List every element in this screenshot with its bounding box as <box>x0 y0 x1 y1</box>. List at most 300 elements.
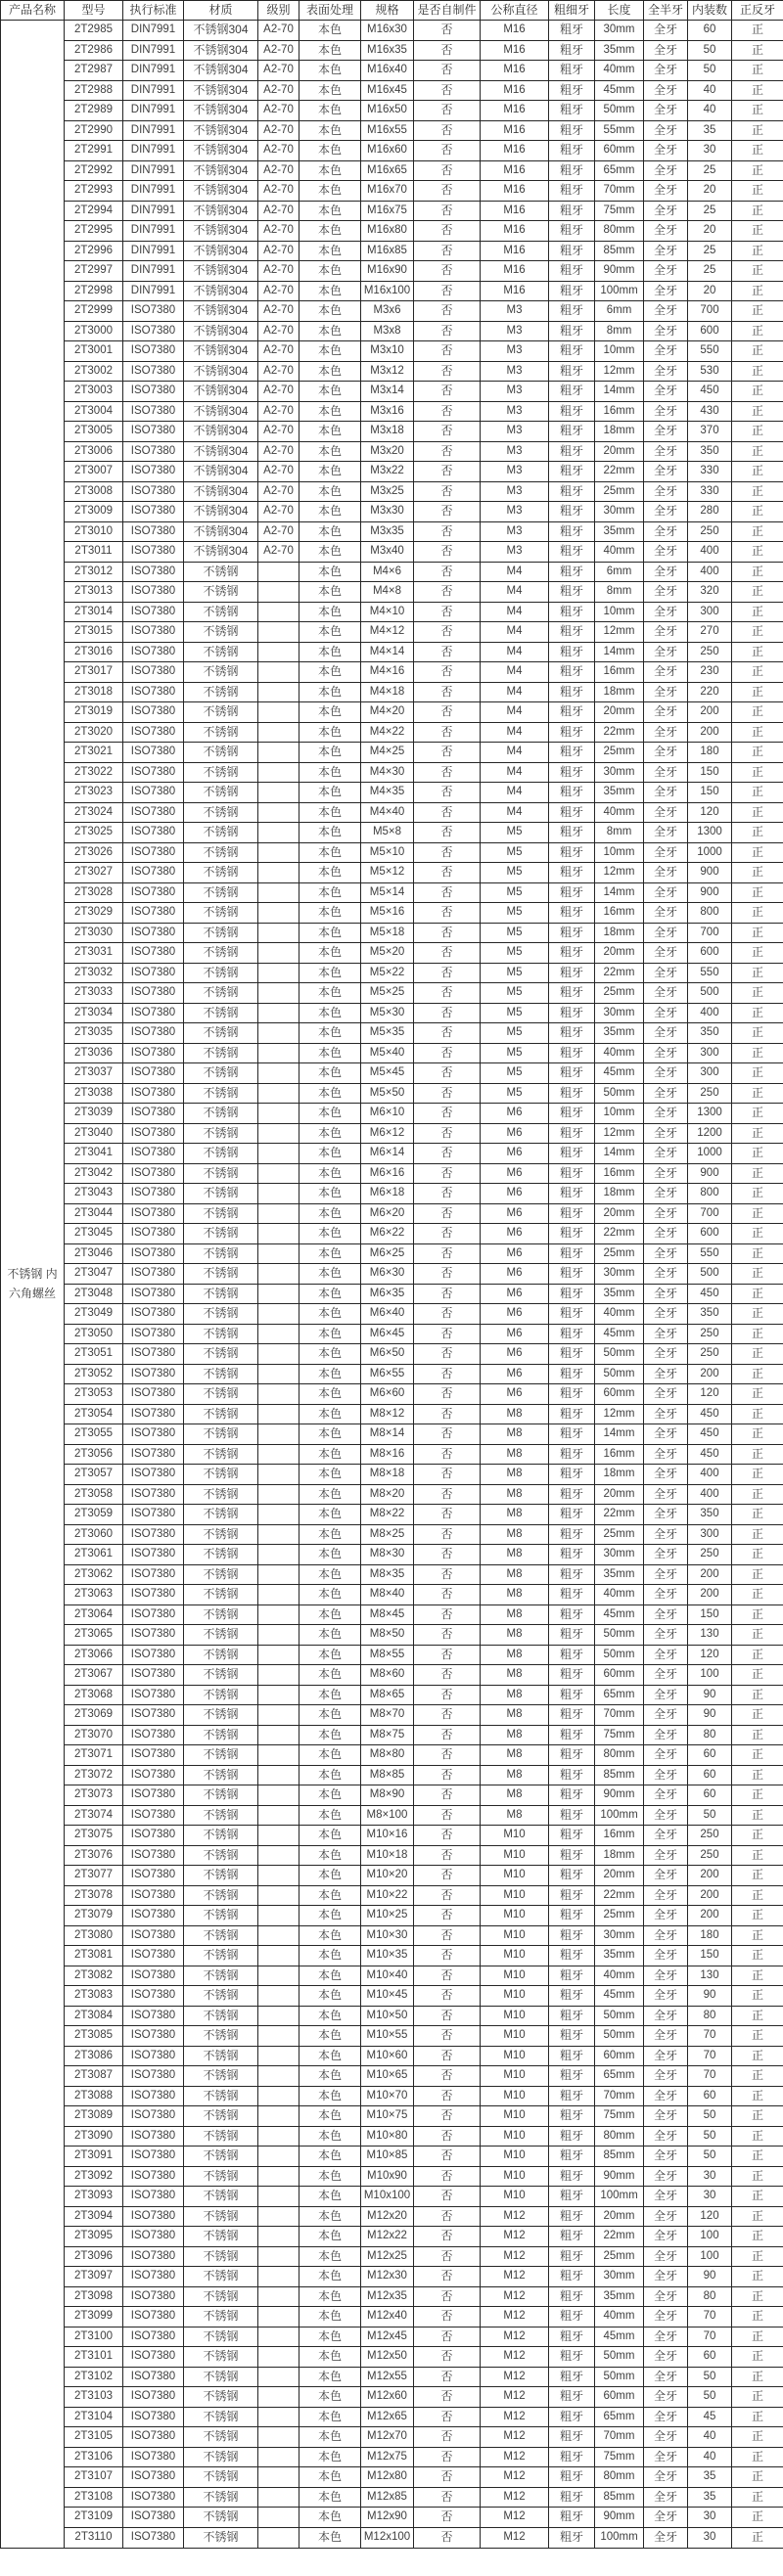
cell-length: 45mm <box>595 2327 644 2347</box>
cell-spec: M4×10 <box>361 602 414 622</box>
cell-thread-pitch: 粗牙 <box>549 2387 595 2408</box>
cell-surface: 本色 <box>299 1364 361 1384</box>
cell-length: 35mm <box>595 783 644 803</box>
table-row <box>1 582 783 603</box>
cell-model: 2T3031 <box>65 943 123 964</box>
cell-material: 不锈钢304 <box>184 181 258 202</box>
cell-material: 不锈钢 <box>184 1866 258 1886</box>
cell-diameter: M6 <box>481 1163 549 1184</box>
cell-surface: 本色 <box>299 1906 361 1926</box>
cell-diameter: M10 <box>481 1906 549 1926</box>
cell-direction: 正 <box>732 642 783 662</box>
cell-pack-qty: 250 <box>688 1545 732 1565</box>
cell-material: 不锈钢 <box>184 1966 258 1986</box>
cell-full-half-thread: 全牙 <box>644 1023 688 1044</box>
cell-pack-qty: 350 <box>688 1023 732 1044</box>
cell-self-made: 否 <box>414 21 481 41</box>
cell-grade <box>258 2246 299 2267</box>
cell-direction: 正 <box>732 481 783 502</box>
cell-self-made: 否 <box>414 1224 481 1244</box>
cell-surface: 本色 <box>299 2487 361 2508</box>
cell-model: 2T2992 <box>65 160 123 181</box>
cell-length: 90mm <box>595 2166 644 2187</box>
cell-self-made: 否 <box>414 181 481 202</box>
table-row <box>1 2227 783 2247</box>
cell-spec: M6×25 <box>361 1243 414 1264</box>
cell-pack-qty: 30 <box>688 2508 732 2528</box>
table-row <box>1 1424 783 1445</box>
cell-length: 16mm <box>595 1444 644 1465</box>
cell-length: 45mm <box>595 1986 644 2007</box>
cell-diameter: M12 <box>481 2347 549 2368</box>
cell-material: 不锈钢304 <box>184 361 258 382</box>
cell-surface: 本色 <box>299 481 361 502</box>
cell-model: 2T3022 <box>65 762 123 783</box>
cell-standard: ISO7380 <box>123 301 184 322</box>
cell-model: 2T3062 <box>65 1564 123 1585</box>
cell-material: 不锈钢 <box>184 1123 258 1144</box>
cell-diameter: M12 <box>481 2427 549 2448</box>
cell-grade <box>258 2527 299 2549</box>
cell-diameter: M3 <box>481 441 549 462</box>
cell-spec: M10×35 <box>361 1946 414 1966</box>
cell-pack-qty: 90 <box>688 2267 732 2287</box>
cell-direction: 正 <box>732 40 783 61</box>
cell-pack-qty: 90 <box>688 1705 732 1726</box>
cell-length: 50mm <box>595 2367 644 2387</box>
cell-full-half-thread: 全牙 <box>644 682 688 702</box>
table-row <box>1 2467 783 2488</box>
cell-diameter: M8 <box>481 1745 549 1766</box>
cell-spec: M6×22 <box>361 1224 414 1244</box>
cell-standard: ISO7380 <box>123 1424 184 1445</box>
cell-surface: 本色 <box>299 422 361 442</box>
cell-material: 不锈钢 <box>184 1645 258 1665</box>
cell-material: 不锈钢 <box>184 1083 258 1104</box>
cell-model: 2T3048 <box>65 1284 123 1304</box>
cell-thread-pitch: 粗牙 <box>549 1484 595 1505</box>
cell-material: 不锈钢 <box>184 2387 258 2408</box>
cell-pack-qty: 200 <box>688 722 732 743</box>
cell-standard: ISO7380 <box>123 1043 184 1063</box>
cell-length: 22mm <box>595 722 644 743</box>
cell-self-made: 否 <box>414 842 481 863</box>
cell-length: 20mm <box>595 943 644 964</box>
cell-length: 18mm <box>595 1465 644 1485</box>
cell-spec: M16x80 <box>361 221 414 242</box>
cell-direction: 正 <box>732 662 783 683</box>
cell-model: 2T3045 <box>65 1224 123 1244</box>
cell-model: 2T3001 <box>65 341 123 362</box>
cell-spec: M4×30 <box>361 762 414 783</box>
cell-diameter: M12 <box>481 2267 549 2287</box>
cell-pack-qty: 200 <box>688 1906 732 1926</box>
cell-grade: A2-70 <box>258 422 299 442</box>
table-row <box>1 2187 783 2207</box>
cell-diameter: M5 <box>481 983 549 1004</box>
cell-length: 6mm <box>595 301 644 322</box>
cell-direction: 正 <box>732 682 783 702</box>
cell-self-made: 否 <box>414 1966 481 1986</box>
cell-material: 不锈钢 <box>184 1163 258 1184</box>
table-row <box>1 1645 783 1665</box>
cell-length: 25mm <box>595 481 644 502</box>
cell-surface: 本色 <box>299 642 361 662</box>
cell-standard: ISO7380 <box>123 1585 184 1605</box>
cell-diameter: M16 <box>481 120 549 141</box>
table-row <box>1 1966 783 1986</box>
cell-spec: M16x40 <box>361 61 414 81</box>
cell-model: 2T3067 <box>65 1665 123 1686</box>
cell-full-half-thread: 全牙 <box>644 101 688 121</box>
cell-standard: ISO7380 <box>123 1284 184 1304</box>
cell-thread-pitch: 粗牙 <box>549 1404 595 1424</box>
cell-thread-pitch: 粗牙 <box>549 702 595 723</box>
cell-material: 不锈钢 <box>184 602 258 622</box>
cell-surface: 本色 <box>299 1966 361 1986</box>
cell-diameter: M10 <box>481 2147 549 2167</box>
cell-diameter: M16 <box>481 40 549 61</box>
cell-full-half-thread: 全牙 <box>644 462 688 482</box>
cell-self-made: 否 <box>414 602 481 622</box>
cell-self-made: 否 <box>414 1826 481 1846</box>
cell-model: 2T3036 <box>65 1043 123 1063</box>
cell-self-made: 否 <box>414 2147 481 2167</box>
cell-standard: ISO7380 <box>123 1645 184 1665</box>
cell-full-half-thread: 全牙 <box>644 40 688 61</box>
cell-material: 不锈钢 <box>184 722 258 743</box>
cell-surface: 本色 <box>299 802 361 823</box>
cell-model: 2T3056 <box>65 1444 123 1465</box>
cell-spec: M16x70 <box>361 181 414 202</box>
cell-material: 不锈钢 <box>184 2327 258 2347</box>
table-row <box>1 1866 783 1886</box>
cell-self-made: 否 <box>414 2267 481 2287</box>
cell-direction: 正 <box>732 1745 783 1766</box>
cell-spec: M5×35 <box>361 1023 414 1044</box>
cell-pack-qty: 600 <box>688 1224 732 1244</box>
table-row <box>1 462 783 482</box>
cell-spec: M5×8 <box>361 823 414 843</box>
cell-standard: ISO7380 <box>123 441 184 462</box>
cell-pack-qty: 100 <box>688 2246 732 2267</box>
cell-standard: ISO7380 <box>123 1384 184 1405</box>
cell-self-made: 否 <box>414 963 481 983</box>
cell-model: 2T3058 <box>65 1484 123 1505</box>
cell-direction: 正 <box>732 1203 783 1224</box>
cell-surface: 本色 <box>299 40 361 61</box>
cell-full-half-thread: 全牙 <box>644 1805 688 1826</box>
cell-spec: M8×45 <box>361 1604 414 1625</box>
cell-spec: M10×70 <box>361 2086 414 2106</box>
cell-direction: 正 <box>732 1444 783 1465</box>
cell-standard: ISO7380 <box>123 2206 184 2227</box>
cell-grade <box>258 1003 299 1023</box>
cell-spec: M8×12 <box>361 1404 414 1424</box>
cell-self-made: 否 <box>414 2206 481 2227</box>
cell-pack-qty: 25 <box>688 201 732 221</box>
cell-diameter: M6 <box>481 1384 549 1405</box>
cell-model: 2T2995 <box>65 221 123 242</box>
cell-length: 12mm <box>595 622 644 643</box>
cell-full-half-thread: 全牙 <box>644 481 688 502</box>
cell-spec: M10×30 <box>361 1925 414 1946</box>
cell-full-half-thread: 全牙 <box>644 1585 688 1605</box>
cell-length: 18mm <box>595 1184 644 1204</box>
cell-self-made: 否 <box>414 1925 481 1946</box>
cell-grade <box>258 2347 299 2368</box>
cell-spec: M3x35 <box>361 521 414 542</box>
cell-self-made: 否 <box>414 1364 481 1384</box>
cell-direction: 正 <box>732 2407 783 2427</box>
cell-full-half-thread: 全牙 <box>644 321 688 341</box>
cell-pack-qty: 450 <box>688 1404 732 1424</box>
table-row <box>1 2527 783 2549</box>
cell-spec: M12x45 <box>361 2327 414 2347</box>
cell-length: 75mm <box>595 2106 644 2127</box>
cell-thread-pitch: 粗牙 <box>549 1966 595 1986</box>
cell-diameter: M5 <box>481 863 549 883</box>
cell-standard: ISO7380 <box>123 1404 184 1424</box>
cell-standard: ISO7380 <box>123 2427 184 2448</box>
cell-diameter: M6 <box>481 1224 549 1244</box>
cell-grade <box>258 1826 299 1846</box>
cell-grade <box>258 2126 299 2147</box>
cell-diameter: M3 <box>481 462 549 482</box>
cell-full-half-thread: 全牙 <box>644 2086 688 2106</box>
cell-direction: 正 <box>732 1424 783 1445</box>
cell-diameter: M8 <box>481 1404 549 1424</box>
cell-full-half-thread: 全牙 <box>644 1725 688 1745</box>
cell-self-made: 否 <box>414 622 481 643</box>
cell-pack-qty: 200 <box>688 1364 732 1384</box>
cell-self-made: 否 <box>414 101 481 121</box>
cell-grade <box>258 1885 299 1906</box>
cell-thread-pitch: 粗牙 <box>549 1505 595 1525</box>
cell-standard: ISO7380 <box>123 702 184 723</box>
table-row <box>1 301 783 322</box>
cell-direction: 正 <box>732 842 783 863</box>
cell-material: 不锈钢 <box>184 2447 258 2467</box>
cell-diameter: M4 <box>481 642 549 662</box>
cell-length: 50mm <box>595 1364 644 1384</box>
cell-standard: DIN7991 <box>123 61 184 81</box>
cell-thread-pitch: 粗牙 <box>549 1826 595 1846</box>
cell-grade <box>258 1144 299 1164</box>
table-row <box>1 481 783 502</box>
table-row <box>1 1685 783 1705</box>
cell-spec: M4×16 <box>361 662 414 683</box>
cell-standard: ISO7380 <box>123 1264 184 1285</box>
cell-surface: 本色 <box>299 1745 361 1766</box>
cell-thread-pitch: 粗牙 <box>549 1705 595 1726</box>
table-row <box>1 321 783 341</box>
cell-material: 不锈钢 <box>184 1545 258 1565</box>
cell-pack-qty: 300 <box>688 1063 732 1084</box>
cell-material: 不锈钢304 <box>184 241 258 261</box>
cell-self-made: 否 <box>414 823 481 843</box>
cell-pack-qty: 900 <box>688 882 732 903</box>
cell-length: 10mm <box>595 602 644 622</box>
cell-material: 不锈钢 <box>184 1003 258 1023</box>
cell-self-made: 否 <box>414 261 481 282</box>
cell-diameter: M16 <box>481 201 549 221</box>
cell-pack-qty: 25 <box>688 261 732 282</box>
cell-thread-pitch: 粗牙 <box>549 1645 595 1665</box>
cell-self-made: 否 <box>414 1866 481 1886</box>
cell-grade <box>258 1465 299 1485</box>
cell-surface: 本色 <box>299 1604 361 1625</box>
cell-full-half-thread: 全牙 <box>644 1885 688 1906</box>
cell-spec: M16x65 <box>361 160 414 181</box>
column-header-model: 型号 <box>65 1 123 21</box>
cell-thread-pitch: 粗牙 <box>549 1785 595 1806</box>
cell-length: 40mm <box>595 2307 644 2327</box>
cell-model: 2T3091 <box>65 2147 123 2167</box>
cell-standard: ISO7380 <box>123 1665 184 1686</box>
cell-pack-qty: 700 <box>688 1203 732 1224</box>
cell-diameter: M4 <box>481 582 549 603</box>
cell-full-half-thread: 全牙 <box>644 1404 688 1424</box>
cell-pack-qty: 500 <box>688 1264 732 1285</box>
cell-self-made: 否 <box>414 702 481 723</box>
cell-thread-pitch: 粗牙 <box>549 2267 595 2287</box>
cell-material: 不锈钢 <box>184 2166 258 2187</box>
cell-material: 不锈钢 <box>184 1184 258 1204</box>
table-row <box>1 1585 783 1605</box>
cell-pack-qty: 450 <box>688 1284 732 1304</box>
cell-grade <box>258 2227 299 2247</box>
cell-length: 30mm <box>595 762 644 783</box>
cell-full-half-thread: 全牙 <box>644 863 688 883</box>
cell-self-made: 否 <box>414 301 481 322</box>
cell-grade: A2-70 <box>258 21 299 41</box>
cell-surface: 本色 <box>299 1404 361 1424</box>
cell-self-made: 否 <box>414 562 481 582</box>
cell-material: 不锈钢 <box>184 1826 258 1846</box>
cell-thread-pitch: 粗牙 <box>549 903 595 924</box>
cell-diameter: M10 <box>481 1946 549 1966</box>
cell-pack-qty: 500 <box>688 983 732 1004</box>
cell-surface: 本色 <box>299 722 361 743</box>
cell-thread-pitch: 粗牙 <box>549 1604 595 1625</box>
cell-grade <box>258 1123 299 1144</box>
cell-self-made: 否 <box>414 2026 481 2047</box>
cell-thread-pitch: 粗牙 <box>549 1725 595 1745</box>
cell-self-made: 否 <box>414 903 481 924</box>
cell-model: 2T3089 <box>65 2106 123 2127</box>
cell-surface: 本色 <box>299 2227 361 2247</box>
cell-length: 100mm <box>595 2187 644 2207</box>
cell-direction: 正 <box>732 341 783 362</box>
cell-full-half-thread: 全牙 <box>644 1163 688 1184</box>
cell-direction: 正 <box>732 1023 783 1044</box>
cell-spec: M12x80 <box>361 2467 414 2488</box>
cell-grade: A2-70 <box>258 481 299 502</box>
cell-standard: ISO7380 <box>123 1083 184 1104</box>
table-row <box>1 1604 783 1625</box>
cell-direction: 正 <box>732 1885 783 1906</box>
cell-spec: M16x50 <box>361 101 414 121</box>
cell-full-half-thread: 全牙 <box>644 1144 688 1164</box>
cell-thread-pitch: 粗牙 <box>549 2286 595 2307</box>
cell-thread-pitch: 粗牙 <box>549 1745 595 1766</box>
cell-grade <box>258 903 299 924</box>
cell-model: 2T3021 <box>65 743 123 763</box>
cell-pack-qty: 20 <box>688 281 732 301</box>
cell-self-made: 否 <box>414 1404 481 1424</box>
cell-self-made: 否 <box>414 441 481 462</box>
cell-spec: M4×18 <box>361 682 414 702</box>
cell-thread-pitch: 粗牙 <box>549 562 595 582</box>
cell-self-made: 否 <box>414 802 481 823</box>
table-header <box>1 1 783 21</box>
table-row <box>1 1946 783 1966</box>
table-row <box>1 401 783 422</box>
cell-thread-pitch: 粗牙 <box>549 481 595 502</box>
cell-standard: ISO7380 <box>123 983 184 1004</box>
cell-standard: ISO7380 <box>123 1203 184 1224</box>
cell-surface: 本色 <box>299 1845 361 1866</box>
cell-full-half-thread: 全牙 <box>644 963 688 983</box>
cell-diameter: M8 <box>481 1444 549 1465</box>
cell-grade <box>258 1564 299 1585</box>
cell-surface: 本色 <box>299 2447 361 2467</box>
cell-spec: M16x45 <box>361 80 414 101</box>
cell-self-made: 否 <box>414 1625 481 1646</box>
cell-model: 2T3017 <box>65 662 123 683</box>
cell-full-half-thread: 全牙 <box>644 160 688 181</box>
cell-grade <box>258 983 299 1004</box>
cell-material: 不锈钢 <box>184 2147 258 2167</box>
cell-length: 30mm <box>595 2267 644 2287</box>
cell-diameter: M3 <box>481 382 549 402</box>
cell-material: 不锈钢 <box>184 842 258 863</box>
cell-surface: 本色 <box>299 1344 361 1365</box>
cell-length: 25mm <box>595 743 644 763</box>
cell-model: 2T3039 <box>65 1104 123 1124</box>
cell-spec: M6×12 <box>361 1123 414 1144</box>
table-row <box>1 1625 783 1646</box>
table-row <box>1 1003 783 1023</box>
cell-length: 25mm <box>595 2246 644 2267</box>
cell-thread-pitch: 粗牙 <box>549 1524 595 1545</box>
cell-pack-qty: 320 <box>688 582 732 603</box>
cell-material: 不锈钢 <box>184 1745 258 1766</box>
cell-thread-pitch: 粗牙 <box>549 1364 595 1384</box>
cell-grade <box>258 842 299 863</box>
column-header-pack-qty: 内装数 <box>688 1 732 21</box>
cell-direction: 正 <box>732 321 783 341</box>
cell-spec: M10×45 <box>361 1986 414 2007</box>
cell-pack-qty: 30 <box>688 2166 732 2187</box>
cell-self-made: 否 <box>414 281 481 301</box>
cell-spec: M3x18 <box>361 422 414 442</box>
cell-spec: M8×20 <box>361 1484 414 1505</box>
cell-material: 不锈钢304 <box>184 321 258 341</box>
cell-standard: ISO7380 <box>123 1705 184 1726</box>
cell-diameter: M5 <box>481 963 549 983</box>
table-row <box>1 1344 783 1365</box>
cell-model: 2T3014 <box>65 602 123 622</box>
cell-surface: 本色 <box>299 1564 361 1585</box>
cell-pack-qty: 25 <box>688 241 732 261</box>
cell-thread-pitch: 粗牙 <box>549 502 595 522</box>
table-row <box>1 382 783 402</box>
cell-thread-pitch: 粗牙 <box>549 2147 595 2167</box>
cell-self-made: 否 <box>414 2387 481 2408</box>
cell-material: 不锈钢 <box>184 1785 258 1806</box>
